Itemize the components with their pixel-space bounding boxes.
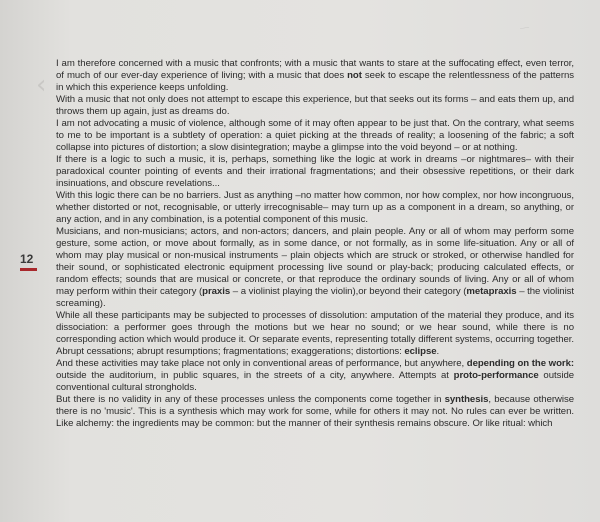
- text-run: With this logic there can be no barriers. Just as anything –no matter how common, nor how complex, nor how incongruous, whether distorted or not, recognisable, or utterly irrecognisable– may turn up as a component in a dream, so anything, or any action, and in any combination, is a potential component of this music.: [56, 190, 574, 225]
- paragraph: [56, 118, 574, 154]
- pencil-mark: ––: [519, 21, 530, 33]
- text-run: , because otherwise there is no 'music'. This is a synthesis which may work for some, while for others it may not. No rules can ever be written. Like alchemy: the ingredients may be common: but the manner of their synthesis remains obscure. Or like ritual: which: [56, 394, 574, 429]
- bold-term: proto-performance: [453, 370, 539, 381]
- text-run: But there is no validity in any of these processes unless the components come together in: [56, 394, 445, 405]
- bold-term: depending on the work:: [466, 358, 574, 369]
- paragraph: [56, 154, 574, 190]
- paragraph: [56, 394, 574, 430]
- paragraph: [56, 190, 574, 226]
- text-run: If there is a logic to such a music, it is, perhaps, something like the logic at work in dreams –or nightmares– with their paradoxical counter pointing of events and their irrational fragmentations; and their obsessive repetitions, or their dark insinuations, and obscure revelations...: [56, 154, 574, 189]
- text-run: seek to escape the relentlessness of the patterns in which this experience keeps unfolding.: [56, 70, 574, 93]
- text-run: And these activities may take place not only in conventional areas of performance, but anywhere,: [56, 358, 467, 369]
- text-run: .: [436, 346, 440, 357]
- text-run: outside conventional cultural strongholds.: [56, 370, 575, 393]
- page-number-rule: [20, 268, 37, 271]
- paragraph: [56, 94, 574, 118]
- text-run: outside the auditorium, in public squares, in the streets of a city, anywhere. Attempts at: [56, 370, 454, 381]
- paragraph: [56, 226, 574, 310]
- text-run: – the violinist screaming).: [56, 286, 575, 309]
- paragraph: [56, 358, 574, 394]
- body-text: [56, 58, 574, 430]
- bold-term: metapraxis: [466, 286, 517, 297]
- bold-term: not: [347, 70, 362, 81]
- bold-term: praxis: [202, 286, 231, 297]
- bold-term: synthesis: [444, 394, 489, 405]
- text-run: Musicians, and non-musicians; actors, and non-actors; dancers, and plain people. Any or all of whom may perform some gesture, some action, or move about formally, as in some dance, or not formally, as in some life-situation. Any or all of whom may play musical or non-musical instruments – plain objects which are struck or stroked, or otherwise handled for their sound, or sophisticated electronic equipment processing live sound or play-back; producing calculated effects, or random effects; sounds that are musical or concrete, or that reproduce the ordinary sounds of living. Any or all of whom may perform within their category (: [56, 226, 574, 297]
- page-number: 12: [20, 252, 34, 266]
- text-run: I am not advocating a music of violence, although some of it may often appear to be just that. On the contrary, what seems to me to be important is a subtlety of operation: a quiet picking at the threads of reality; a loosening of the fabric; a soft collapse into pictures of distortion; a slow disintegration; maybe a glimpse into the void beyond – or at nothing.: [56, 118, 574, 153]
- text-run: While all these participants may be subjected to processes of dissolution: amputation of the material they produce, and its dissociation: a performer goes through the motions but we hear no sound; or we hear sound, while there is no corresponding action which would produce it. Or separate events, representing totally different systems, occurring together. Abrupt cessations; abrupt resumptions; fragmentations; exaggerations; distortions:: [56, 310, 574, 357]
- paragraph: [56, 310, 574, 358]
- left-arrow-icon: ‹: [36, 70, 47, 100]
- paragraph: [56, 58, 574, 94]
- text-run: – a violinist playing the violin),or beyond their category (: [230, 286, 467, 297]
- text-run: I am therefore concerned with a music that confronts; with a music that wants to stare at the suffocating effect, even terror, of much of our ever-day experience of living; with a music that does: [56, 58, 574, 81]
- text-run: With a music that not only does not attempt to escape this experience, but that seeks out its forms – and eats them up, and throws them up again, just as dreams do.: [56, 94, 574, 117]
- bold-term: eclipse: [404, 346, 437, 357]
